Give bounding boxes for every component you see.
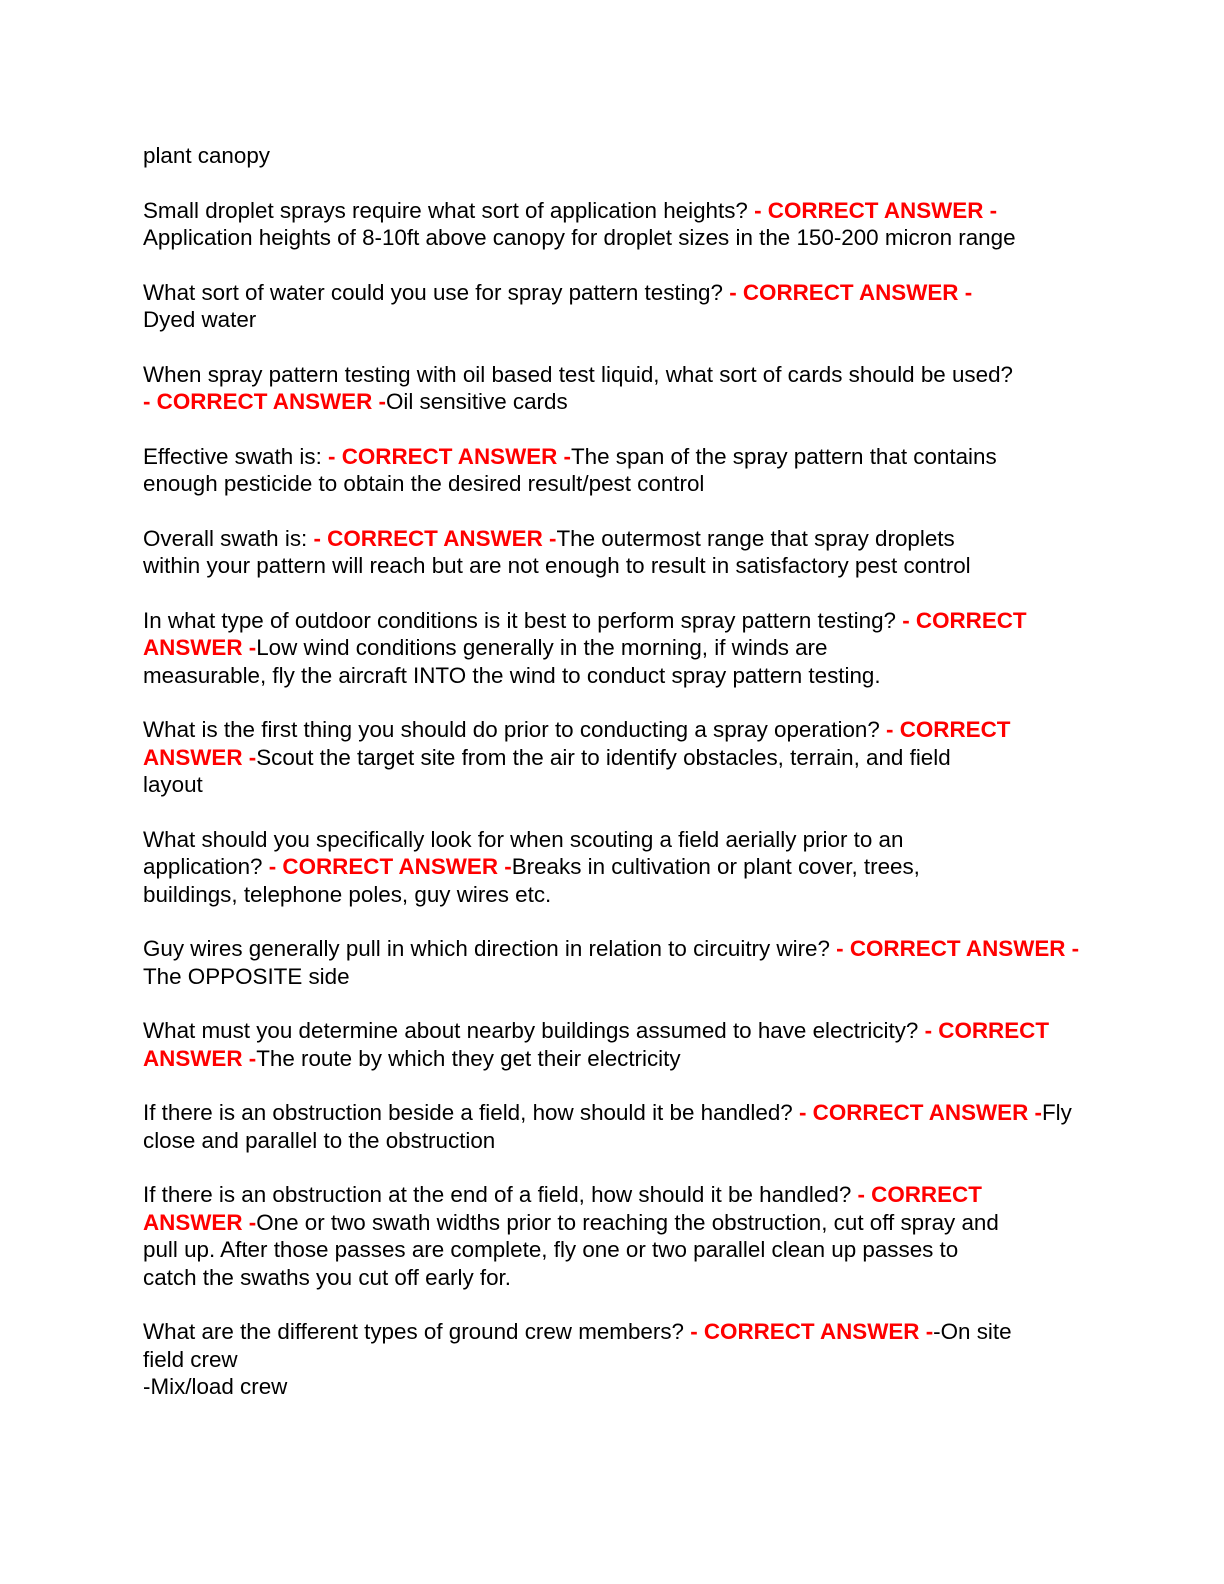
correct-answer-label: - CORRECT ANSWER - bbox=[836, 936, 1080, 961]
correct-answer-label: - CORRECT ANSWER - bbox=[690, 1319, 934, 1344]
question-text: When spray pattern testing with oil based test liquid, what sort of cards should be used? bbox=[143, 361, 1013, 387]
qa-item bbox=[143, 279, 1083, 334]
answer-text: Dyed water bbox=[143, 307, 257, 332]
answer-text: Low wind conditions generally in the morning, if winds are measurable, fly the aircraft INTO the wind to conduct spray pattern testing. bbox=[143, 635, 881, 688]
qa-list bbox=[143, 197, 1083, 1401]
qa-item bbox=[143, 525, 1083, 580]
question-text: If there is an obstruction beside a field, how should it be handled? bbox=[143, 1100, 799, 1125]
answer-text: Fly close and parallel to the obstruction bbox=[143, 1100, 1079, 1153]
answer-text: Application heights of 8-10ft above canopy for droplet sizes in the 150-200 micron range bbox=[143, 225, 1016, 250]
correct-answer-label: - CORRECT ANSWER - bbox=[143, 717, 1016, 770]
qa-item bbox=[143, 1181, 1083, 1291]
answer-text: The OPPOSITE side bbox=[143, 963, 350, 989]
question-text: Effective swath is: bbox=[143, 443, 329, 469]
correct-answer-label: - CORRECT ANSWER - bbox=[328, 443, 571, 469]
correct-answer-label: - CORRECT ANSWER - bbox=[143, 389, 386, 414]
question-text: Small droplet sprays require what sort of application heights? bbox=[143, 197, 755, 223]
correct-answer-label: - CORRECT ANSWER - bbox=[729, 279, 973, 305]
question-text: What is the first thing you should do prior to conducting a spray operation? bbox=[143, 717, 887, 742]
answer-text: Breaks in cultivation or plant cover, trees, buildings, telephone poles, guy wires etc. bbox=[143, 854, 920, 907]
answer-text: The outermost range that spray droplets within your pattern will reach but are not enough to result in satisfactory pest control bbox=[143, 525, 971, 578]
question-text: Guy wires generally pull in which direction in relation to circuitry wire? bbox=[143, 936, 837, 961]
question-text: If there is an obstruction at the end of a field, how should it be handled? bbox=[143, 1182, 858, 1207]
qa-item bbox=[143, 197, 1083, 252]
qa-item bbox=[143, 935, 1083, 990]
qa-item bbox=[143, 716, 1083, 799]
correct-answer-label: - CORRECT ANSWER - bbox=[143, 1182, 988, 1235]
correct-answer-label: - CORRECT ANSWER - bbox=[313, 525, 557, 551]
qa-item bbox=[143, 1099, 1083, 1154]
answer-text: Oil sensitive cards bbox=[385, 389, 568, 414]
question-text: In what type of outdoor conditions is it best to perform spray pattern testing? bbox=[143, 607, 903, 633]
answer-text: The span of the spray pattern that contains enough pesticide to obtain the desired result/pest control bbox=[143, 443, 997, 496]
question-text: What sort of water could you use for spray pattern testing? bbox=[143, 279, 730, 305]
correct-answer-label: - CORRECT ANSWER - bbox=[268, 854, 512, 879]
question-text: Overall swath is: bbox=[143, 525, 314, 551]
answer-text: Scout the target site from the air to identify obstacles, terrain, and field layout bbox=[143, 744, 951, 797]
answer-text: -On site field crew -Mix/load crew bbox=[143, 1319, 1012, 1399]
question-text: What are the different types of ground crew members? bbox=[143, 1319, 691, 1344]
question-text: What must you determine about nearby buildings assumed to have electricity? bbox=[143, 1018, 925, 1043]
qa-item bbox=[143, 826, 1083, 909]
qa-item bbox=[143, 443, 1083, 498]
correct-answer-label: - CORRECT ANSWER - bbox=[143, 607, 1032, 660]
correct-answer-label: - CORRECT ANSWER - bbox=[143, 1018, 1055, 1071]
question-text: What should you specifically look for when scouting a field aerially prior to an application? bbox=[143, 826, 904, 879]
qa-item bbox=[143, 1318, 1083, 1401]
intro-text: plant canopy bbox=[143, 143, 270, 168]
answer-text: One or two swath widths prior to reaching the obstruction, cut off spray and pull up. After those passes are complete, fly one or two parallel clean up passes to catch the swaths you cut off early for. bbox=[143, 1209, 999, 1290]
qa-item bbox=[143, 361, 1083, 416]
correct-answer-label: - CORRECT ANSWER - bbox=[754, 197, 998, 223]
qa-item bbox=[143, 1017, 1083, 1072]
correct-answer-label: - CORRECT ANSWER - bbox=[798, 1100, 1042, 1125]
document-page bbox=[143, 142, 1083, 1428]
qa-item bbox=[143, 607, 1083, 690]
answer-text: The route by which they get their electricity bbox=[256, 1045, 681, 1071]
